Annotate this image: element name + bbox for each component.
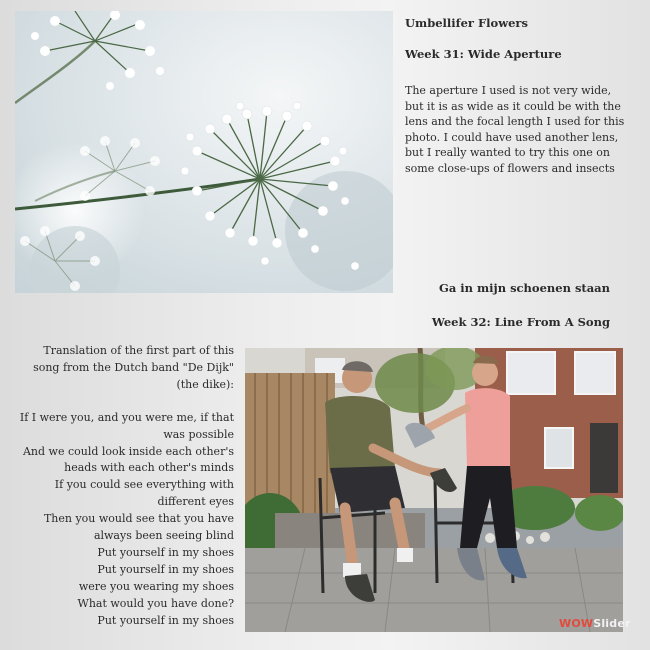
lyric-line: What would you have done? [77,596,234,610]
photo1-title: Umbellifer Flowers [405,16,528,30]
lyric-line: And we could look inside each other's heads with each other's minds [22,444,234,475]
photo1-caption [405,16,630,176]
song-lyrics [18,343,234,630]
lyric-line: Put yourself in my shoes [97,613,234,627]
wowslider-watermark[interactable] [559,617,631,630]
lyric-line: Then you would see that you have always been seeing blind [43,512,234,543]
photo2-week-label: Week 32: Line From A Song [431,315,610,329]
lyric-line: Put yourself in my shoes [97,545,234,559]
photo1-description: The aperture I used is not very wide, but it is as wide as it could be with the lens and the focal length I used for this photo. I could have used another lens, but I really wanted to try this one on some close-ups of flowers and insects [405,84,625,175]
photo1-week-label: Week 31: Wide Aperture [405,47,562,61]
two-people-illustration [245,348,623,632]
umbellifer-illustration [15,11,393,293]
lyric-line: were you wearing my shoes [78,579,234,593]
lyric-line: If you could see everything with different eyes [54,478,234,509]
lyric-line: If I were you, and you were me, if that was possible [19,410,234,441]
photo2-title: Ga in mijn schoenen staan [439,281,610,295]
lyric-line: Put yourself in my shoes [97,562,234,576]
shoes-photo [245,348,623,632]
lyrics-spacer [18,394,234,410]
lyrics-intro: Translation of the first part of this song from the Dutch band "De Dijk" (the dike): [33,344,234,391]
watermark-wow: WOW [559,617,594,630]
umbellifer-flower-photo [15,11,393,293]
watermark-slider: Slider [593,617,631,630]
